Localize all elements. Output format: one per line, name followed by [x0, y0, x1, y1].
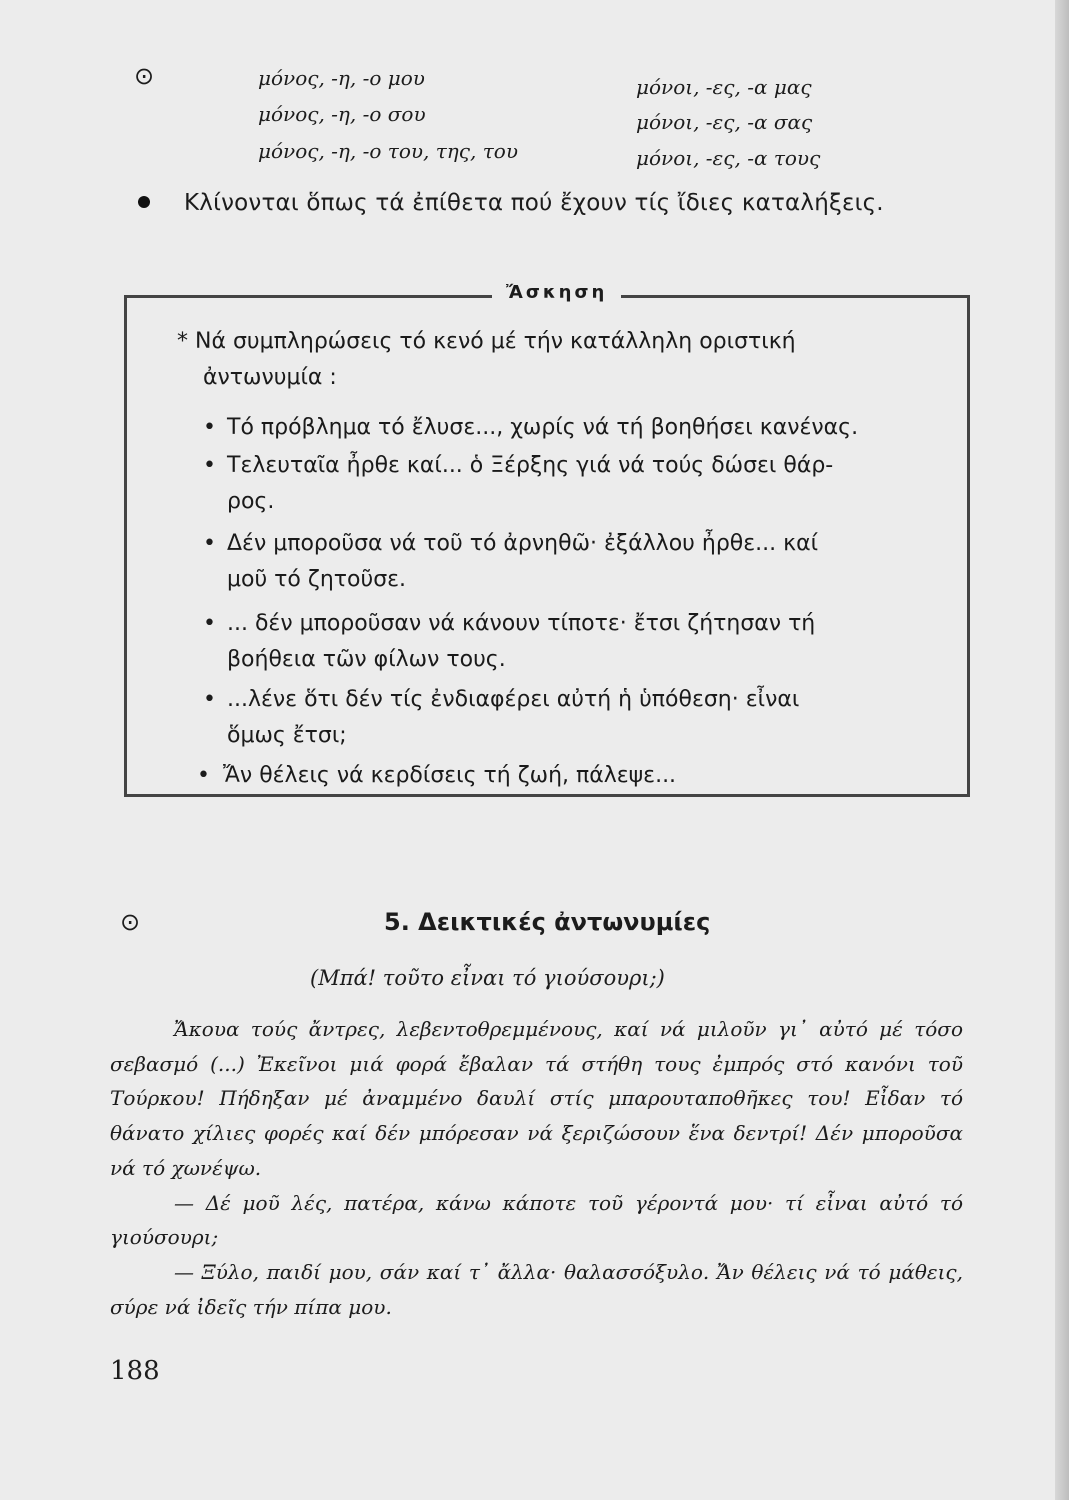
pronoun-plural-2: μόνοι, -ες, -α σας [636, 110, 813, 134]
exercise-item-5-cont: ὅμως ἔτσι; [227, 723, 347, 748]
exercise-item-2: Τελευταῖα ἦρθε καί... ὁ Ξέρξης γιά νά τούς δώσει θάρ- [227, 453, 834, 478]
pronoun-singular-2: μόνος, -η, -ο σου [258, 102, 426, 126]
exercise-item-3-cont: μοῦ τό ζητοῦσε. [227, 567, 407, 592]
story-paragraph-2: — Δέ μοῦ λές, πατέρα, κάνω κάποτε τοῦ γέροντά μου· τί εἶναι αὐτό τό γιούσουρι; [110, 1190, 963, 1250]
exercise-item-6: Ἄν θέλεις νά κερδίσεις τή ζωή, πάλεψε... [223, 763, 677, 788]
circled-dot-icon: ⊙ [134, 62, 155, 90]
bullet-icon: • [203, 453, 216, 478]
circled-dot-icon: ⊙ [120, 908, 141, 936]
bullet-icon: • [203, 531, 216, 556]
pronoun-singular-3: μόνος, -η, -ο του, της, του [258, 139, 518, 163]
bullet-icon: • [203, 415, 216, 440]
exercise-item-4: ... δέν μποροῦσαν νά κάνουν τίποτε· ἔτσι ζήτησαν τή [227, 611, 816, 636]
exercise-item-2-cont: ρος. [227, 489, 275, 514]
bullet-icon: • [203, 687, 216, 712]
page-number: 188 [110, 1356, 160, 1386]
page-edge-shadow [1055, 0, 1069, 1500]
exercise-title: Ἄσκηση [492, 282, 621, 303]
exercise-item-3: Δέν μποροῦσα νά τοῦ τό ἀρνηθῶ· ἐξάλλου ἦρθε... καί [227, 531, 819, 556]
story-paragraph-3: — Ξύλο, παιδί μου, σάν καί τ᾽ ἄλλα· θαλασσόξυλο. Ἄν θέλεις νά τό μάθεις, σύρε νά ἰδεῖς τήν πίπα μου. [110, 1259, 963, 1319]
bullet-icon: • [197, 763, 210, 788]
pronoun-plural-3: μόνοι, -ες, -α τους [636, 146, 821, 170]
section-title: 5. Δεικτικές ἀντωνυμίες [384, 908, 711, 936]
exercise-item-4-cont: βοήθεια τῶν φίλων τους. [227, 647, 506, 672]
pronoun-singular-1: μόνος, -η, -ο μου [258, 66, 425, 90]
exercise-item-5: ...λένε ὅτι δέν τίς ἐνδιαφέρει αὐτή ἡ ὑπόθεση· εἶναι [227, 687, 800, 712]
story-text [110, 1012, 963, 1324]
pronoun-plural-1: μόνοι, -ες, -α μας [636, 75, 812, 99]
exercise-instruction-line1: * Νά συμπληρώσεις τό κενό μέ τήν κατάλληλη οριστική [177, 329, 796, 354]
bullet-icon: • [203, 611, 216, 636]
story-paragraph-1: Ἄκουα τούς ἄντρες, λεβεντοθρεμμένους, καί νά μιλοῦν γι᾽ αὐτό μέ τόσο σεβασμό (...) Ἐκεῖνοι μιά φορά ἔβαλαν τά στήθη τους ἐμπρός στό κανόνι τοῦ Τούρκου! Πήδηξαν μέ ἀναμμένο δαυλί στίς μπαρουταποθῆκες του! Εἶδαν τό θάνατο χίλιες φορές καί δέν μπόρεσαν νά ξεριζώσουν ἕνα δεντρί! Δέν μποροῦσα νά τό χωνέψω. [110, 1017, 963, 1180]
exercise-instruction-line2: ἀντωνυμία : [203, 365, 337, 390]
section-subtitle: (Μπά! τοῦτο εἶναι τό γιούσουρι;) [310, 966, 665, 990]
exercise-box [124, 282, 970, 797]
declension-rule: Κλίνονται ὅπως τά ἐπίθετα πού ἔχουν τίς ἴδιες καταλήξεις. [184, 190, 884, 216]
exercise-item-1: Τό πρόβλημα τό ἔλυσε..., χωρίς νά τή βοηθήσει κανένας. [227, 415, 859, 440]
bullet-icon [138, 196, 150, 208]
